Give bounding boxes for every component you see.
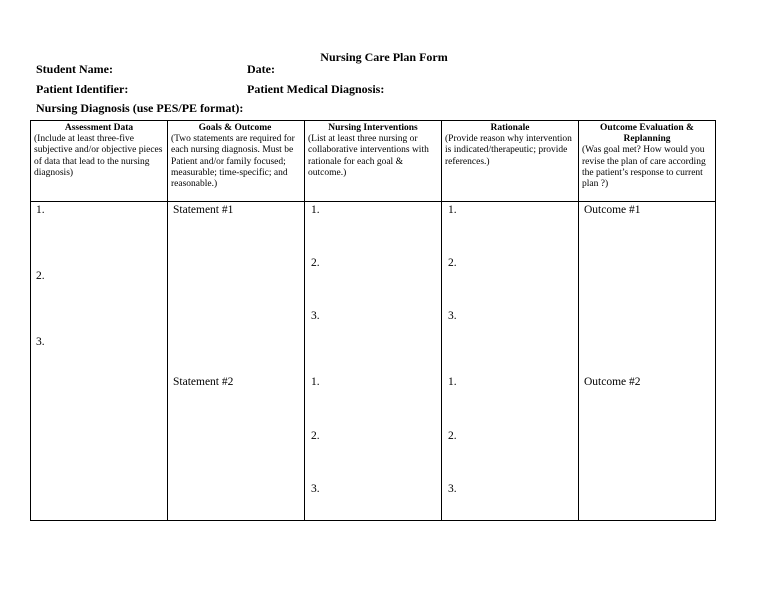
intervention-item[interactable]: 1. [311,376,320,388]
rationale-item[interactable]: 3. [448,483,457,495]
column-header-goals [171,123,299,190]
column-description: (Two statements are required for each nursing diagnosis. Must be Patient and/or family focused; measurable; time-specific; and reasonable.) [171,134,295,190]
date-label: Date: [247,62,275,76]
goal-statement[interactable]: Statement #2 [173,376,234,388]
intervention-item[interactable]: 2. [311,257,320,269]
column-title: Outcome Evaluation & Replanning [600,123,694,145]
outcome-item[interactable]: Outcome #1 [584,204,641,216]
column-divider [578,121,579,520]
intervention-item[interactable]: 1. [311,204,320,216]
column-header-assessment [34,123,164,179]
intervention-item[interactable]: 3. [311,310,320,322]
column-divider [441,121,442,520]
column-description: (Provide reason why intervention is indicated/therapeutic; provide references.) [445,134,572,167]
rationale-item[interactable]: 2. [448,257,457,269]
rationale-item[interactable]: 1. [448,204,457,216]
column-divider [167,121,168,520]
column-header-evaluation [582,123,712,190]
assessment-item[interactable]: 1. [36,204,45,216]
header-divider [31,201,715,202]
column-divider [304,121,305,520]
student-name-label: Student Name: [36,62,113,76]
patient-identifier-label: Patient Identifier: [36,82,129,96]
care-plan-table [30,120,716,521]
column-title: Nursing Interventions [328,123,418,133]
assessment-item[interactable]: 3. [36,336,45,348]
outcome-item[interactable]: Outcome #2 [584,376,641,388]
column-title: Assessment Data [64,123,134,133]
column-title: Goals & Outcome [198,123,272,133]
intervention-item[interactable]: 2. [311,430,320,442]
nursing-diagnosis-label: Nursing Diagnosis (use PES/PE format): [36,101,244,115]
rationale-item[interactable]: 2. [448,430,457,442]
rationale-item[interactable]: 1. [448,376,457,388]
column-title: Rationale [490,123,530,133]
rationale-item[interactable]: 3. [448,310,457,322]
column-header-rationale [445,123,575,168]
column-description: (Was goal met? How would you revise the plan of care according the patient’s response to current plan ?) [582,145,706,190]
column-header-interventions [308,123,438,179]
medical-diagnosis-label: Patient Medical Diagnosis: [247,82,385,96]
assessment-item[interactable]: 2. [36,270,45,282]
column-description: (Include at least three-five subjective and/or objective pieces of data that lead to the nursing diagnosis) [34,134,163,178]
form-title: Nursing Care Plan Form [320,50,448,64]
intervention-item[interactable]: 3. [311,483,320,495]
goal-statement[interactable]: Statement #1 [173,204,234,216]
column-description: (List at least three nursing or collaborative interventions with rationale for each goal & outcome.) [308,134,429,178]
